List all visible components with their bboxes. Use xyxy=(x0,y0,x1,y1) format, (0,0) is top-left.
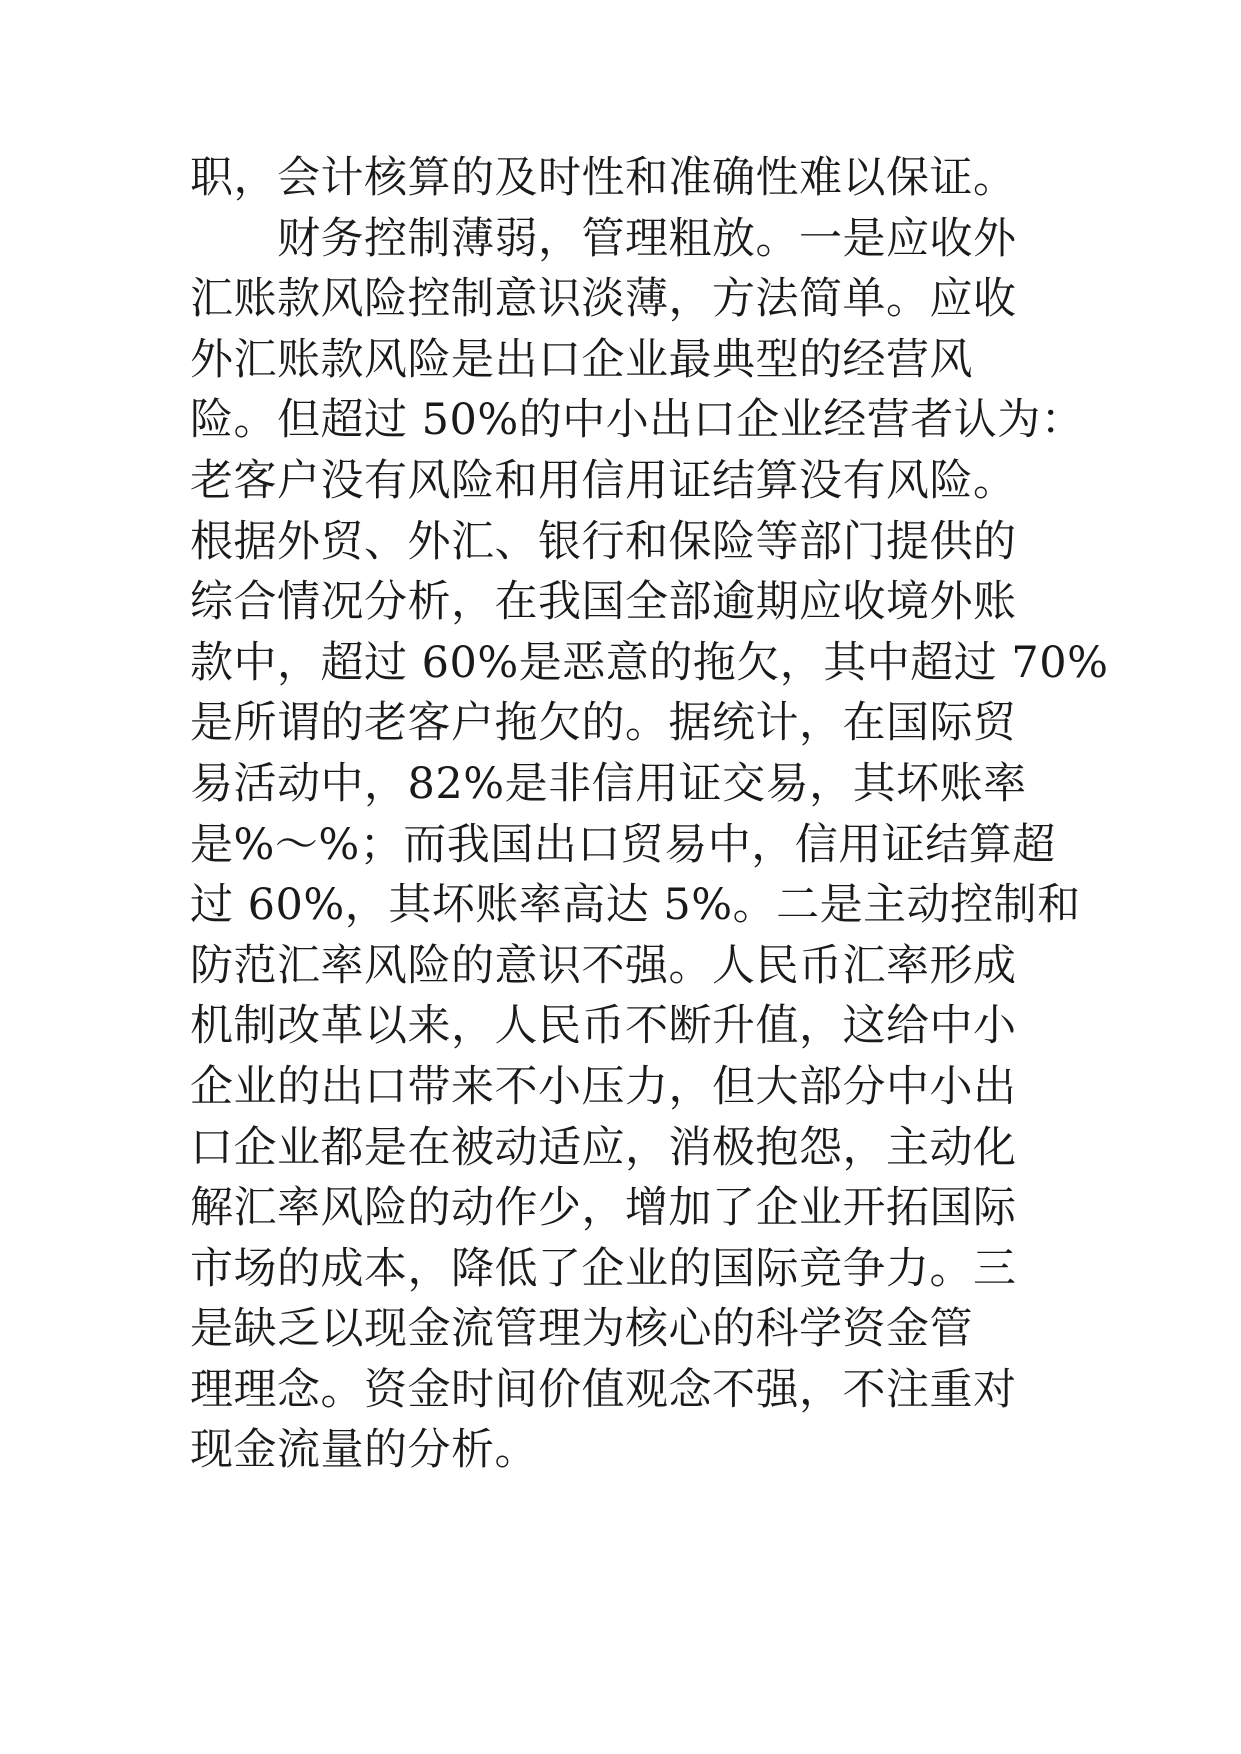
text-line: 是所谓的老客户拖欠的。据统计，在国际贸 xyxy=(190,698,1017,749)
text-line: 是%～%；而我国出口贸易中，信用证结算超 xyxy=(190,819,1056,870)
text-line: 综合情况分析，在我国全部逾期应收境外账 xyxy=(190,577,1017,628)
text-line: 款中，超过 60%是恶意的拖欠，其中超过 70% xyxy=(190,637,1109,688)
text-line: 企业的出口带来不小压力，但大部分中小出 xyxy=(190,1061,1017,1112)
text-line: 过 60%，其坏账率高达 5%。二是主动控制和 xyxy=(190,880,1081,931)
text-line: 汇账款风险控制意识淡薄，方法简单。应收 xyxy=(190,274,1017,325)
text-line: 易活动中，82%是非信用证交易，其坏账率 xyxy=(190,758,1027,809)
text-line: 现金流量的分析。 xyxy=(190,1425,538,1476)
text-line: 根据外贸、外汇、银行和保险等部门提供的 xyxy=(190,516,1017,567)
text-line: 是缺乏以现金流管理为核心的科学资金管 xyxy=(190,1304,973,1355)
text-line: 机制改革以来，人民币不断升值，这给中小 xyxy=(190,1001,1017,1052)
text-line: 老客户没有风险和用信用证结算没有风险。 xyxy=(190,455,1017,506)
text-line: 职，会计核算的及时性和准确性难以保证。 xyxy=(190,153,1017,203)
text-line: 解汇率风险的动作少，增加了企业开拓国际 xyxy=(190,1183,1017,1234)
text-line: 防范汇率风险的意识不强。人民币汇率形成 xyxy=(190,940,1017,991)
text-line: 口企业都是在被动适应，消极抱怨，主动化 xyxy=(190,1122,1017,1173)
text-line: 市场的成本，降低了企业的国际竞争力。三 xyxy=(190,1243,1017,1294)
body-text xyxy=(190,148,1109,1481)
text-line: 险。但超过 50%的中小出口企业经营者认为： xyxy=(190,395,1085,446)
text-line: 财务控制薄弱，管理粗放。一是应收外 xyxy=(190,213,1017,264)
text-line: 外汇账款风险是出口企业最典型的经营风 xyxy=(190,334,973,385)
text-line: 理理念。资金时间价值观念不强，不注重对 xyxy=(190,1364,1017,1415)
